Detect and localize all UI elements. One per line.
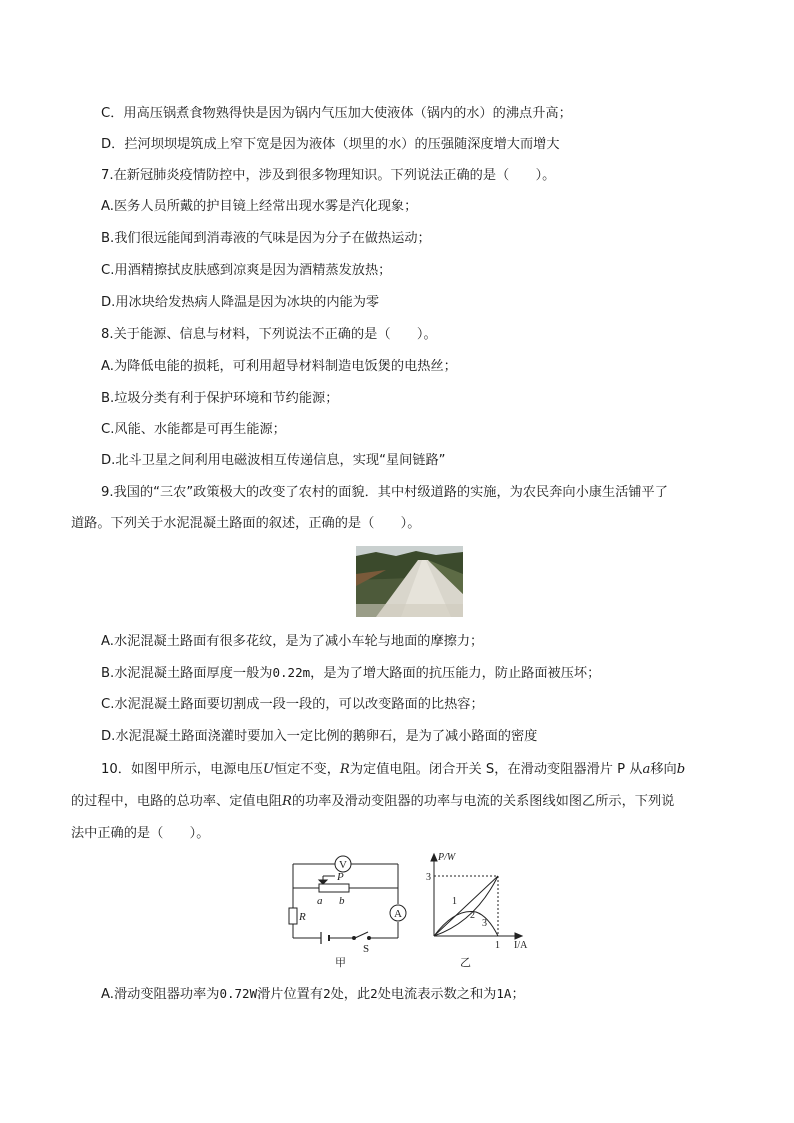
curve-1-label: 1 (452, 896, 457, 907)
q8-option-d: D.北斗卫星之间利用电磁波相互传递信息，实现“星间链路” (101, 453, 446, 468)
q10-text: 10．如图甲所示，电源电压 (101, 762, 263, 777)
q10a-text: 处电流表示数之和为 (377, 987, 497, 1002)
q9-option-c: C.水泥混凝土路面要切割成一段一段的，可以改变路面的比热容； (101, 697, 484, 712)
q8-option-b: B.垃圾分类有利于保护环境和节约能源； (101, 391, 339, 406)
q9-stem-line2: 道路。下列关于水泥混凝土路面的叙述，正确的是（ ）。 (71, 516, 421, 531)
q9-option-a: A.水泥混凝土路面有很多花纹，是为了减小车轮与地面的摩擦力； (101, 634, 484, 649)
q10a-value: 0.72W (219, 986, 258, 1001)
q10-text: 恒定不变， (273, 762, 340, 777)
graph-ylabel: P/W (438, 852, 456, 863)
voltmeter-label: V (339, 859, 347, 871)
q7-option-a: A.医务人员所戴的护目镜上经常出现水雾是汽化现象； (101, 199, 418, 214)
curve-2-label: 2 (470, 910, 475, 921)
q6-option-d: D．拦河坝坝堤筑成上窄下宽是因为液体（坝里的水）的压强随深度增大而增大 (101, 137, 560, 152)
slider-label: P (337, 871, 344, 883)
graph-ytick: 3 (426, 872, 431, 883)
circuit-diagram (283, 852, 413, 970)
q10a-text: 处，此 (330, 987, 371, 1002)
q10a-text: 滑片位置有 (257, 987, 324, 1002)
q10-text: 的功率及滑动变阻器的功率与电流的关系图线如图乙所示，下列说 (291, 794, 675, 809)
curve-3-label: 3 (482, 918, 487, 929)
switch-icon (355, 932, 368, 938)
q7-option-d: D.用冰块给发热病人降温是因为冰块的内能为零 (101, 295, 380, 310)
q9-option-d: D.水泥混凝土路面浇灌时要加入一定比例的鹅卵石，是为了减小路面的密度 (101, 729, 538, 744)
q10-option-a (101, 985, 525, 1004)
circuit-caption: 甲 (335, 957, 346, 969)
curve-1 (434, 876, 498, 936)
resistor-label: R (299, 911, 306, 923)
q6-option-c: C．用高压锅煮食物熟得快是因为锅内气压加大使液体（锅内的水）的沸点升高； (101, 106, 572, 121)
q10a-text: A.滑动变阻器功率为 (101, 987, 220, 1002)
q10-var-b: b (676, 762, 686, 777)
graph-caption: 乙 (460, 957, 471, 969)
q9-stem-line1: 9.我国的“三农”政策极大的改变了农村的面貌．其中村级道路的实施，为农民奔向小康生活铺平了 (101, 485, 668, 500)
q10-var-r: R (339, 762, 350, 777)
q7-option-b: B.我们很远能闻到消毒液的气味是因为分子在做热运动； (101, 231, 431, 246)
q10-var-r: R (282, 794, 292, 809)
q10-stem-line2 (71, 793, 674, 811)
resistor-icon (289, 908, 297, 924)
road-photo (356, 546, 463, 617)
q10-stem-line1 (101, 761, 685, 779)
power-current-graph (420, 852, 540, 970)
end-a-label: a (317, 895, 323, 907)
q9-option-b (101, 664, 600, 683)
q10a-count: 2 (370, 986, 378, 1001)
q8-stem: 8.关于能源、信息与材料，下列说法不正确的是（ ）。 (101, 327, 437, 342)
q7-option-c: C.用酒精擦拭皮肤感到凉爽是因为酒精蒸发放热； (101, 263, 392, 278)
q8-option-c: C.风能、水能都是可再生能源； (101, 422, 286, 437)
q10a-count: 2 (323, 986, 331, 1001)
q8-option-a: A.为降低电能的损耗，可利用超导材料制造电饭煲的电热丝； (101, 359, 457, 374)
q10-var-u: U (262, 762, 274, 777)
end-b-label: b (339, 895, 345, 907)
switch-label: S (363, 943, 370, 955)
q10-var-a: a (642, 762, 651, 777)
q9b-text-post: ，是为了增大路面的抗压能力，防止路面被压坏； (310, 666, 601, 681)
q10-stem-line3: 法中正确的是（ ）。 (71, 826, 210, 841)
q10-text: 移向 (650, 762, 677, 777)
q10-text: 的过程中，电路的总功率、定值电阻 (71, 794, 282, 809)
q7-stem: 7.在新冠肺炎疫情防控中，涉及到很多物理知识。下列说法正确的是（ ）。 (101, 168, 556, 183)
ammeter-label: A (394, 908, 402, 920)
q9b-value: 0.22m (272, 665, 311, 680)
q10a-value: 1A (496, 986, 512, 1001)
graph-xtick: 1 (495, 940, 500, 951)
graph-xlabel: I/A (514, 940, 528, 951)
rheostat-icon (319, 884, 349, 892)
q10a-text: ； (511, 987, 525, 1002)
q10-text: 为定值电阻。闭合开关 S，在滑动变阻器滑片 P 从 (349, 762, 643, 777)
q9b-text-pre: B.水泥混凝土路面厚度一般为 (101, 666, 273, 681)
